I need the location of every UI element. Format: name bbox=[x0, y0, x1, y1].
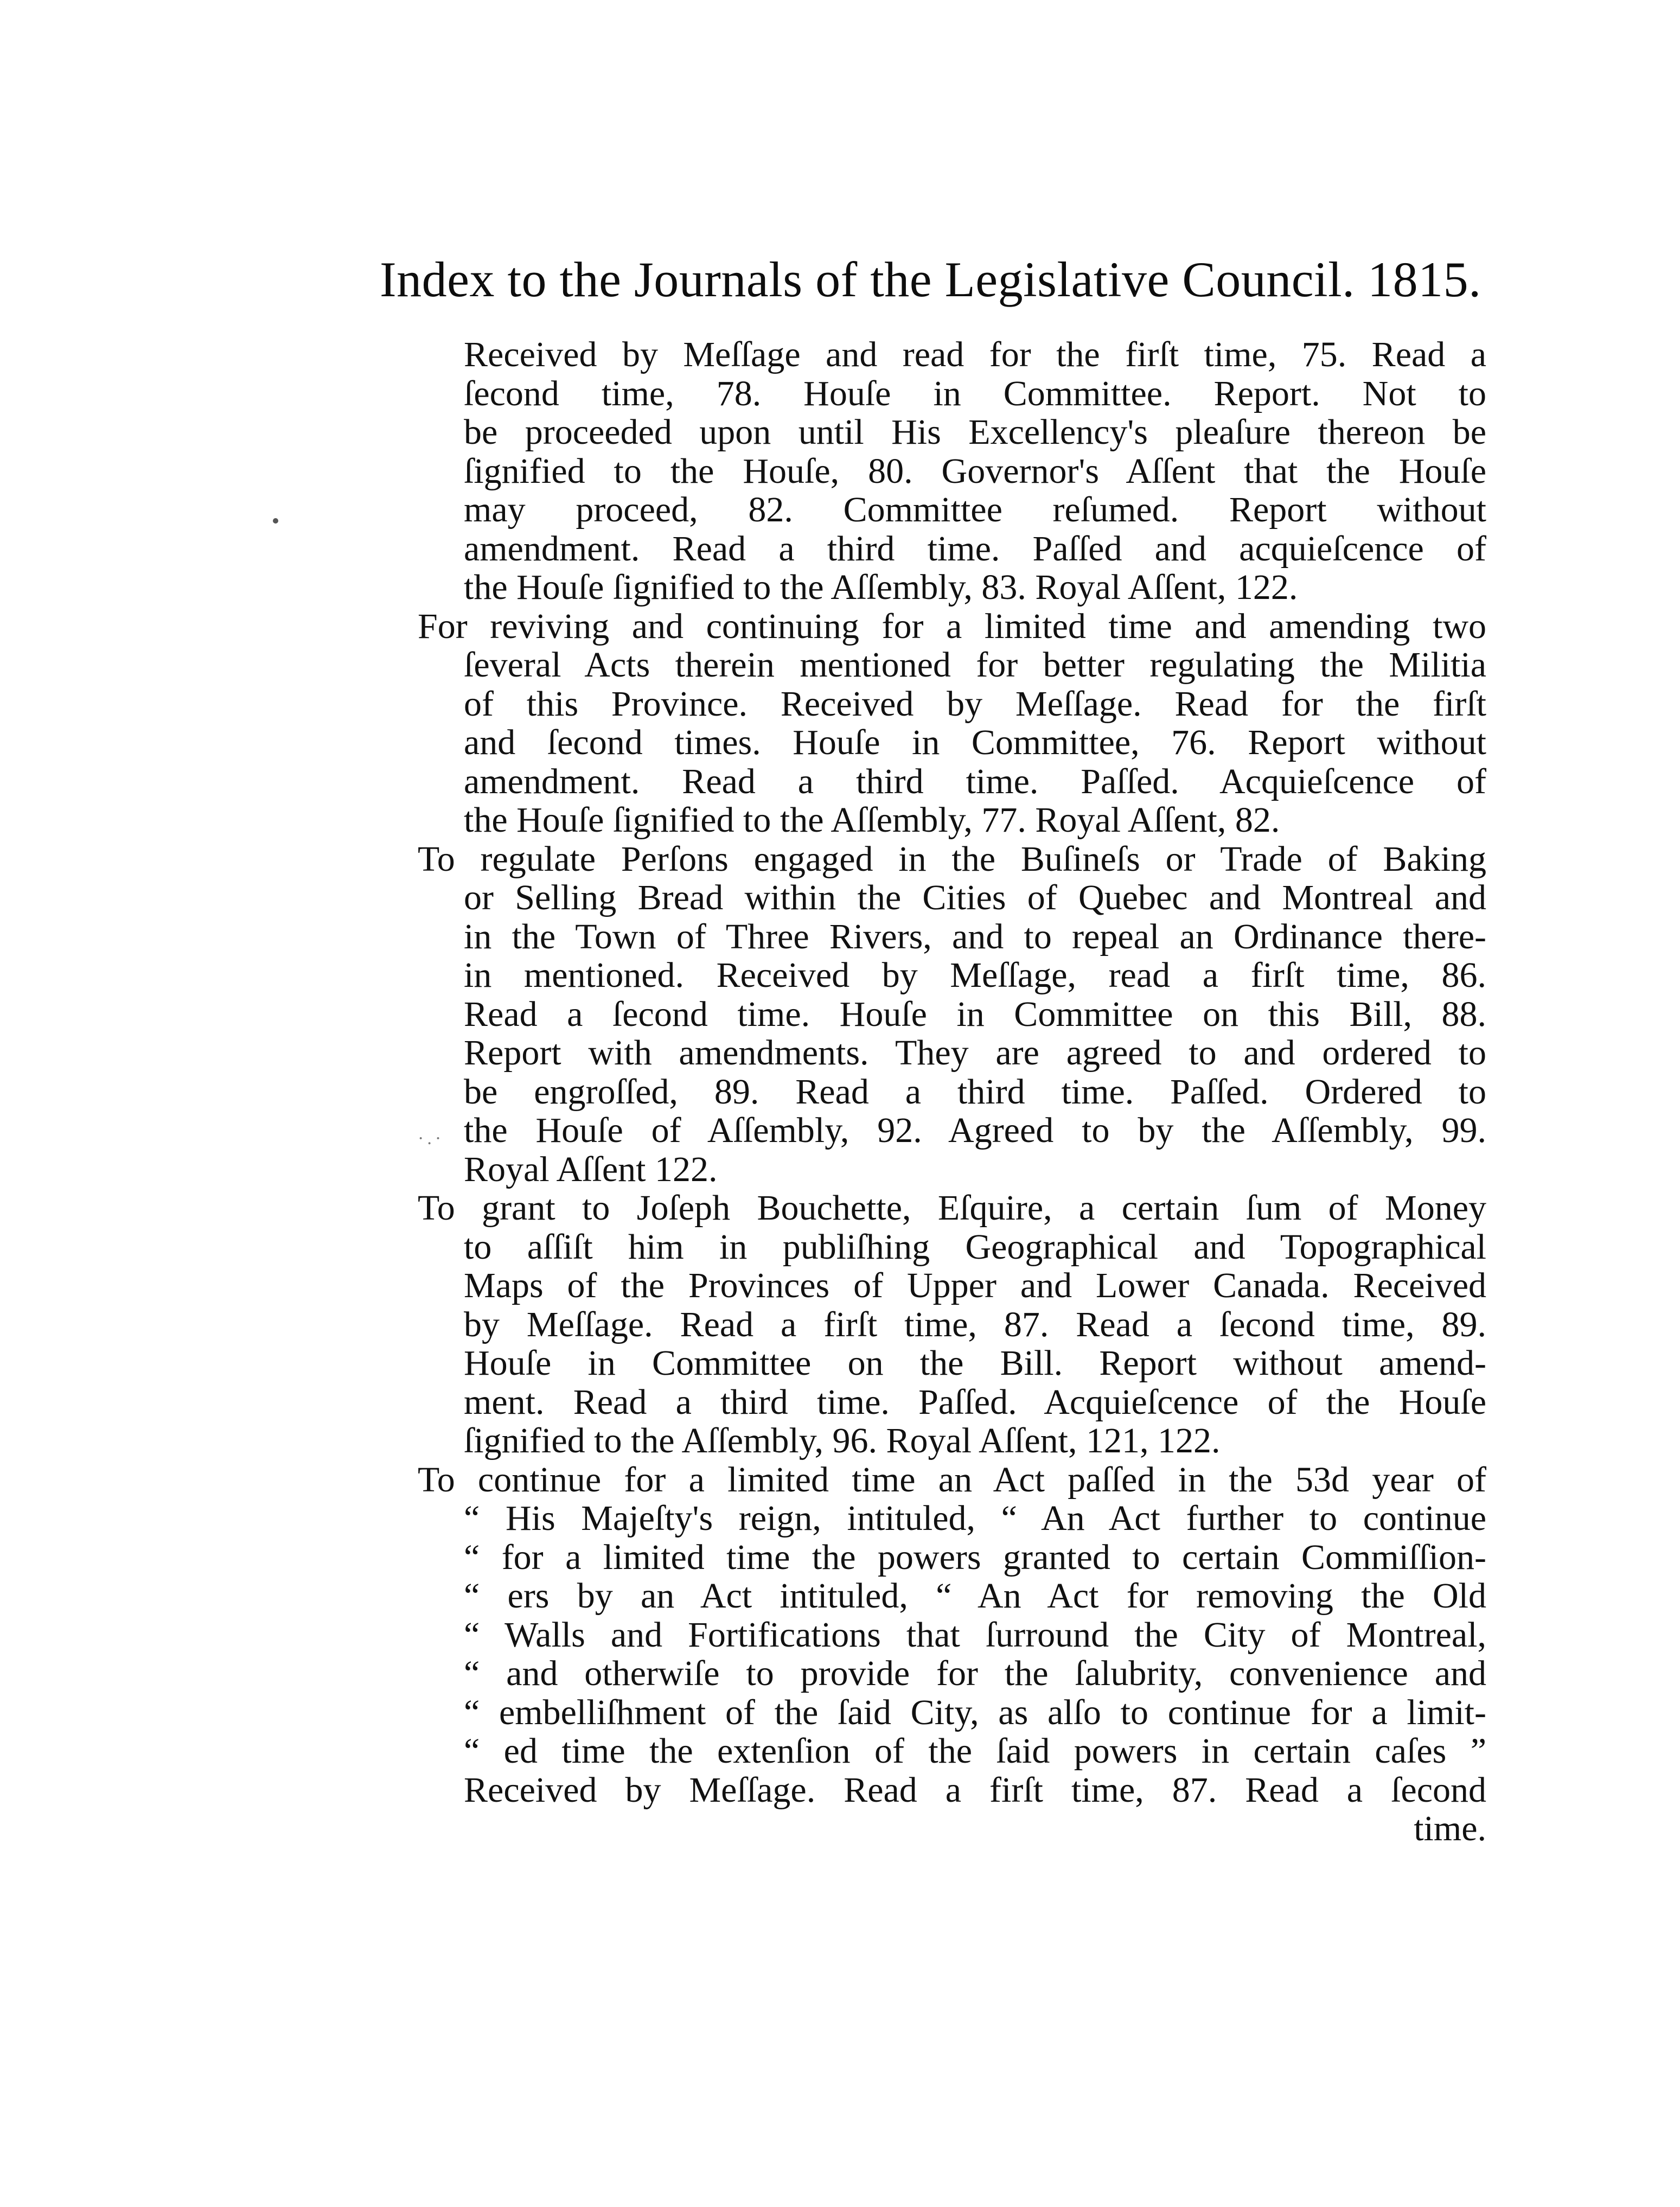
text-line: of this Province. Received by Meſſage. Read for the firſt bbox=[464, 684, 1486, 724]
text-line: the Houſe ſignified to the Aſſembly, 77. Royal Aſſent, 82. bbox=[464, 800, 1280, 840]
text-line: in the Town of Three Rivers, and to repeal an Ordinance there- bbox=[464, 916, 1486, 956]
entry-first-line: To continue for a limited time an Act paſſed in the 53d year of bbox=[418, 1459, 1486, 1500]
text-line: “ and otherwiſe to provide for the ſalubrity, convenience and bbox=[464, 1654, 1486, 1693]
text-line: by Meſſage. Read a firſt time, 87. Read a ſecond time, 89. bbox=[464, 1304, 1486, 1344]
text-line: “ Walls and Fortifications that ſurround the City of Montreal, bbox=[464, 1615, 1486, 1655]
text-line: Read a ſecond time. Houſe in Committee on this Bill, 88. bbox=[464, 994, 1486, 1034]
text-line: “ ed time the extenſion of the ſaid powers in certain caſes ” bbox=[464, 1731, 1486, 1771]
margin-ink-specks: ·.· bbox=[418, 1128, 445, 1149]
index-entries bbox=[418, 335, 1486, 1848]
text-line: “ ers by an Act intituled, “ An Act for removing the Old bbox=[464, 1576, 1486, 1616]
stray-ink-mark bbox=[273, 518, 278, 524]
entry-first-line: For reviving and continuing for a limited time and amending two bbox=[418, 606, 1486, 646]
catchword: time. bbox=[1414, 1809, 1486, 1848]
text-line: “ embelliſhment of the ſaid City, as alſo to continue for a limit- bbox=[464, 1692, 1486, 1732]
running-head: Index to the Journals of the Legislative Council. 1815. bbox=[380, 252, 1481, 307]
entry-first-line: To grant to Joſeph Bouchette, Eſquire, a certain ſum of Money bbox=[418, 1188, 1486, 1228]
text-line: ſecond time, 78. Houſe in Committee. Report. Not to bbox=[464, 373, 1486, 413]
text-line: ſeveral Acts therein mentioned for better regulating the Militia bbox=[464, 645, 1486, 685]
text-line: “ for a limited time the powers granted to certain Commiſſion- bbox=[464, 1537, 1486, 1577]
text-line: be engroſſed, 89. Read a third time. Paſſed. Ordered to bbox=[464, 1071, 1486, 1112]
text-line: “ His Majeſty's reign, intituled, “ An Act further to continue bbox=[464, 1498, 1486, 1538]
text-line: or Selling Bread within the Cities of Quebec and Montreal and bbox=[464, 878, 1486, 917]
text-line: ment. Read a third time. Paſſed. Acquieſcence of the Houſe bbox=[464, 1382, 1486, 1422]
text-line: amendment. Read a third time. Paſſed. Acquieſcence of bbox=[464, 761, 1486, 801]
text-line: Report with amendments. They are agreed to and ordered to bbox=[464, 1033, 1486, 1073]
text-line: ſignified to the Aſſembly, 96. Royal Aſſent, 121, 122. bbox=[464, 1421, 1221, 1460]
text-line: the Houſe ſignified to the Aſſembly, 83. Royal Aſſent, 122. bbox=[464, 567, 1298, 607]
text-line: Maps of the Provinces of Upper and Lower Canada. Received bbox=[464, 1266, 1486, 1305]
entry-first-line: To regulate Perſons engaged in the Buſineſs or Trade of Baking bbox=[418, 839, 1486, 879]
text-line: in mentioned. Received by Meſſage, read a firſt time, 86. bbox=[464, 955, 1486, 995]
text-line: be proceeded upon until His Excellency's pleaſure thereon be bbox=[464, 412, 1486, 452]
text-line: the Houſe of Aſſembly, 92. Agreed to by the Aſſembly, 99. bbox=[464, 1111, 1486, 1150]
text-line: Received by Meſſage. Read a firſt time, 87. Read a ſecond bbox=[464, 1770, 1486, 1810]
text-line: amendment. Read a third time. Paſſed and acquieſcence of bbox=[464, 528, 1486, 569]
text-line: Royal Aſſent 122. bbox=[464, 1149, 718, 1189]
text-line: to aſſiſt him in publiſhing Geographical and Topographical bbox=[464, 1227, 1486, 1267]
text-line: ſignified to the Houſe, 80. Governor's Aſſent that the Houſe bbox=[464, 451, 1486, 491]
text-line: Received by Meſſage and read for the firſt time, 75. Read a bbox=[464, 335, 1486, 374]
text-line: and ſecond times. Houſe in Committee, 76. Report without bbox=[464, 723, 1486, 762]
text-line: Houſe in Committee on the Bill. Report without amend- bbox=[464, 1343, 1486, 1383]
text-line: may proceed, 82. Committee reſumed. Report without bbox=[464, 490, 1486, 530]
